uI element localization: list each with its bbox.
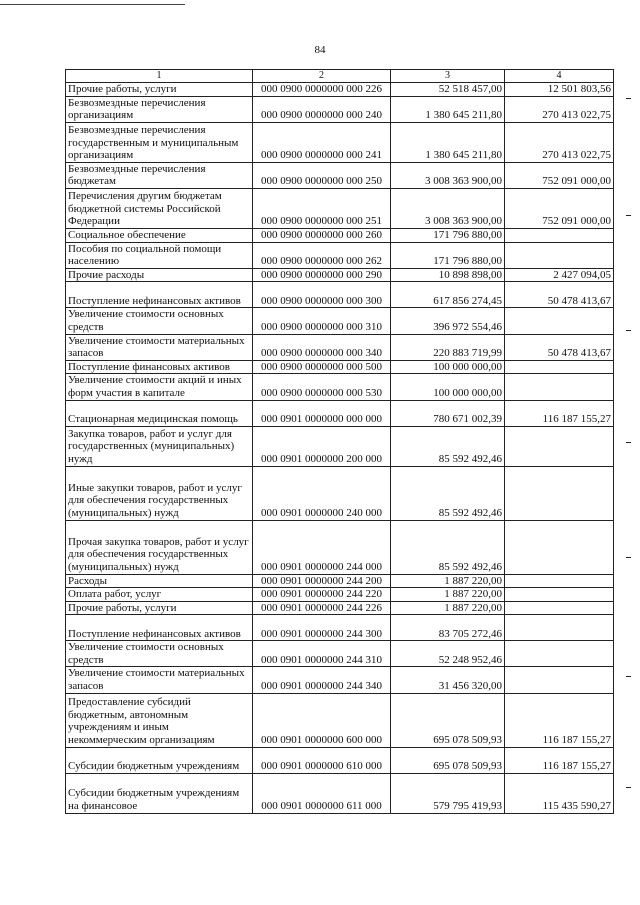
row-amount-col4-cell bbox=[505, 574, 614, 588]
row-code-cell: 000 0900 0000000 000 290 bbox=[253, 268, 391, 282]
row-amount-col3-cell: 1 380 645 211,80 bbox=[391, 122, 505, 162]
row-amount-col3-cell: 1 887 220,00 bbox=[391, 574, 505, 588]
table-row bbox=[66, 268, 614, 282]
row-amount-col3-cell: 780 671 002,39 bbox=[391, 400, 505, 426]
row-code-cell: 000 0901 0000000 244 300 bbox=[253, 615, 391, 641]
row-name-cell: Стационарная медицинская помощь bbox=[66, 400, 253, 426]
budget-table bbox=[65, 69, 614, 814]
row-amount-col3-cell: 695 078 509,93 bbox=[391, 747, 505, 773]
row-amount-col3-cell: 1 380 645 211,80 bbox=[391, 96, 505, 122]
row-amount-col3-cell: 3 008 363 900,00 bbox=[391, 188, 505, 228]
row-amount-col3-cell: 3 008 363 900,00 bbox=[391, 162, 505, 188]
row-code-cell: 000 0901 0000000 200 000 bbox=[253, 426, 391, 466]
row-name-cell: Прочие расходы bbox=[66, 268, 253, 282]
row-amount-col3-cell: 1 887 220,00 bbox=[391, 588, 505, 602]
row-amount-col4-cell: 270 413 022,75 bbox=[505, 96, 614, 122]
row-amount-col4-cell bbox=[505, 588, 614, 602]
row-amount-col4-cell bbox=[505, 374, 614, 400]
table-row bbox=[66, 374, 614, 400]
row-name-cell: Предоставление субсидий бюджетным, автономным учреждениям и иным некоммерческим организациям bbox=[66, 693, 253, 747]
row-amount-col4-cell: 116 187 155,27 bbox=[505, 400, 614, 426]
row-code-cell: 000 0900 0000000 000 500 bbox=[253, 360, 391, 374]
row-amount-col4-cell bbox=[505, 426, 614, 466]
table-row bbox=[66, 83, 614, 97]
row-amount-col3-cell: 396 972 554,46 bbox=[391, 308, 505, 334]
row-amount-col4-cell: 50 478 413,67 bbox=[505, 282, 614, 308]
row-amount-col4-cell: 752 091 000,00 bbox=[505, 162, 614, 188]
row-code-cell: 000 0901 0000000 244 200 bbox=[253, 574, 391, 588]
row-code-cell: 000 0900 0000000 000 530 bbox=[253, 374, 391, 400]
row-amount-col4-cell bbox=[505, 615, 614, 641]
table-row bbox=[66, 466, 614, 520]
row-name-cell: Безвозмездные перечисления государственным и муниципальным организациям bbox=[66, 122, 253, 162]
table-row bbox=[66, 588, 614, 602]
row-name-cell: Закупка товаров, работ и услуг для государственных (муниципальных) нужд bbox=[66, 426, 253, 466]
row-amount-col3-cell: 579 795 419,93 bbox=[391, 773, 505, 813]
table-row bbox=[66, 360, 614, 374]
table-row bbox=[66, 693, 614, 747]
row-amount-col3-cell: 85 592 492,46 bbox=[391, 426, 505, 466]
table-row bbox=[66, 188, 614, 228]
row-name-cell: Увеличение стоимости материальных запасов bbox=[66, 334, 253, 360]
row-amount-col3-cell: 695 078 509,93 bbox=[391, 693, 505, 747]
row-amount-col3-cell: 100 000 000,00 bbox=[391, 374, 505, 400]
row-code-cell: 000 0901 0000000 244 310 bbox=[253, 641, 391, 667]
row-amount-col3-cell: 100 000 000,00 bbox=[391, 360, 505, 374]
row-amount-col3-cell: 85 592 492,46 bbox=[391, 520, 505, 574]
row-code-cell: 000 0900 0000000 000 300 bbox=[253, 282, 391, 308]
table-row bbox=[66, 308, 614, 334]
row-code-cell: 000 0901 0000000 000 000 bbox=[253, 400, 391, 426]
row-name-cell: Поступление нефинансовых активов bbox=[66, 282, 253, 308]
table-row bbox=[66, 282, 614, 308]
table-row bbox=[66, 400, 614, 426]
row-name-cell: Поступление нефинансовых активов bbox=[66, 615, 253, 641]
row-amount-col4-cell: 116 187 155,27 bbox=[505, 747, 614, 773]
table-row bbox=[66, 334, 614, 360]
row-amount-col4-cell bbox=[505, 360, 614, 374]
row-code-cell: 000 0900 0000000 000 260 bbox=[253, 228, 391, 242]
column-header: 2 bbox=[253, 70, 391, 83]
table-row bbox=[66, 162, 614, 188]
row-code-cell: 000 0900 0000000 000 340 bbox=[253, 334, 391, 360]
row-amount-col3-cell: 171 796 880,00 bbox=[391, 242, 505, 268]
column-header: 3 bbox=[391, 70, 505, 83]
row-name-cell: Прочие работы, услуги bbox=[66, 83, 253, 97]
row-name-cell: Поступление финансовых активов bbox=[66, 360, 253, 374]
table-row bbox=[66, 667, 614, 693]
row-amount-col3-cell: 617 856 274,45 bbox=[391, 282, 505, 308]
row-amount-col4-cell: 115 435 590,27 bbox=[505, 773, 614, 813]
row-name-cell: Иные закупки товаров, работ и услуг для обеспечения государственных (муниципальных) нужд bbox=[66, 466, 253, 520]
row-name-cell: Социальное обеспечение bbox=[66, 228, 253, 242]
row-name-cell: Субсидии бюджетным учреждениям bbox=[66, 747, 253, 773]
row-amount-col3-cell: 1 887 220,00 bbox=[391, 601, 505, 615]
column-header: 1 bbox=[66, 70, 253, 83]
table-row bbox=[66, 615, 614, 641]
row-amount-col3-cell: 85 592 492,46 bbox=[391, 466, 505, 520]
row-amount-col4-cell: 50 478 413,67 bbox=[505, 334, 614, 360]
row-code-cell: 000 0901 0000000 240 000 bbox=[253, 466, 391, 520]
row-name-cell: Субсидии бюджетным учреждениям на финансовое bbox=[66, 773, 253, 813]
column-header: 4 bbox=[505, 70, 614, 83]
row-amount-col4-cell bbox=[505, 641, 614, 667]
row-code-cell: 000 0901 0000000 611 000 bbox=[253, 773, 391, 813]
table-row bbox=[66, 601, 614, 615]
row-code-cell: 000 0900 0000000 000 262 bbox=[253, 242, 391, 268]
row-amount-col4-cell: 752 091 000,00 bbox=[505, 188, 614, 228]
table-row bbox=[66, 242, 614, 268]
row-amount-col4-cell: 2 427 094,05 bbox=[505, 268, 614, 282]
row-name-cell: Безвозмездные перечисления организациям bbox=[66, 96, 253, 122]
row-code-cell: 000 0900 0000000 000 240 bbox=[253, 96, 391, 122]
table-row bbox=[66, 641, 614, 667]
row-name-cell: Увеличение стоимости основных средств bbox=[66, 308, 253, 334]
row-amount-col4-cell bbox=[505, 601, 614, 615]
row-code-cell: 000 0901 0000000 610 000 bbox=[253, 747, 391, 773]
row-name-cell: Прочая закупка товаров, работ и услуг для обеспечения государственных (муниципальных) нужд bbox=[66, 520, 253, 574]
row-amount-col4-cell bbox=[505, 520, 614, 574]
row-amount-col4-cell bbox=[505, 228, 614, 242]
row-code-cell: 000 0901 0000000 600 000 bbox=[253, 693, 391, 747]
row-amount-col4-cell bbox=[505, 466, 614, 520]
table-row bbox=[66, 122, 614, 162]
row-name-cell: Оплата работ, услуг bbox=[66, 588, 253, 602]
row-amount-col4-cell bbox=[505, 667, 614, 693]
row-amount-col4-cell: 116 187 155,27 bbox=[505, 693, 614, 747]
row-code-cell: 000 0901 0000000 244 220 bbox=[253, 588, 391, 602]
scan-edge-line bbox=[0, 4, 185, 5]
row-code-cell: 000 0901 0000000 244 226 bbox=[253, 601, 391, 615]
row-amount-col3-cell: 31 456 320,00 bbox=[391, 667, 505, 693]
row-amount-col3-cell: 52 248 952,46 bbox=[391, 641, 505, 667]
row-code-cell: 000 0900 0000000 000 310 bbox=[253, 308, 391, 334]
row-code-cell: 000 0901 0000000 244 340 bbox=[253, 667, 391, 693]
row-name-cell: Перечисления другим бюджетам бюджетной системы Российской Федерации bbox=[66, 188, 253, 228]
row-name-cell: Увеличение стоимости материальных запасов bbox=[66, 667, 253, 693]
row-name-cell: Прочие работы, услуги bbox=[66, 601, 253, 615]
table-row bbox=[66, 426, 614, 466]
table-row bbox=[66, 228, 614, 242]
row-name-cell: Пособия по социальной помощи населению bbox=[66, 242, 253, 268]
table-row bbox=[66, 574, 614, 588]
row-amount-col3-cell: 83 705 272,46 bbox=[391, 615, 505, 641]
table-row bbox=[66, 520, 614, 574]
row-amount-col4-cell: 270 413 022,75 bbox=[505, 122, 614, 162]
row-name-cell: Расходы bbox=[66, 574, 253, 588]
row-code-cell: 000 0901 0000000 244 000 bbox=[253, 520, 391, 574]
table-row bbox=[66, 747, 614, 773]
row-amount-col3-cell: 220 883 719,99 bbox=[391, 334, 505, 360]
row-amount-col3-cell: 10 898 898,00 bbox=[391, 268, 505, 282]
row-code-cell: 000 0900 0000000 000 241 bbox=[253, 122, 391, 162]
row-amount-col3-cell: 171 796 880,00 bbox=[391, 228, 505, 242]
row-code-cell: 000 0900 0000000 000 251 bbox=[253, 188, 391, 228]
row-name-cell: Увеличение стоимости основных средств bbox=[66, 641, 253, 667]
row-code-cell: 000 0900 0000000 000 250 bbox=[253, 162, 391, 188]
table-row bbox=[66, 96, 614, 122]
row-name-cell: Безвозмездные перечисления бюджетам bbox=[66, 162, 253, 188]
page-number: 84 bbox=[314, 44, 326, 56]
table-row bbox=[66, 773, 614, 813]
row-amount-col4-cell bbox=[505, 242, 614, 268]
row-name-cell: Увеличение стоимости акций и иных форм участия в капитале bbox=[66, 374, 253, 400]
row-amount-col4-cell bbox=[505, 308, 614, 334]
column-number-row bbox=[66, 70, 614, 83]
row-amount-col4-cell: 12 501 803,56 bbox=[505, 83, 614, 97]
row-amount-col3-cell: 52 518 457,00 bbox=[391, 83, 505, 97]
row-code-cell: 000 0900 0000000 000 226 bbox=[253, 83, 391, 97]
